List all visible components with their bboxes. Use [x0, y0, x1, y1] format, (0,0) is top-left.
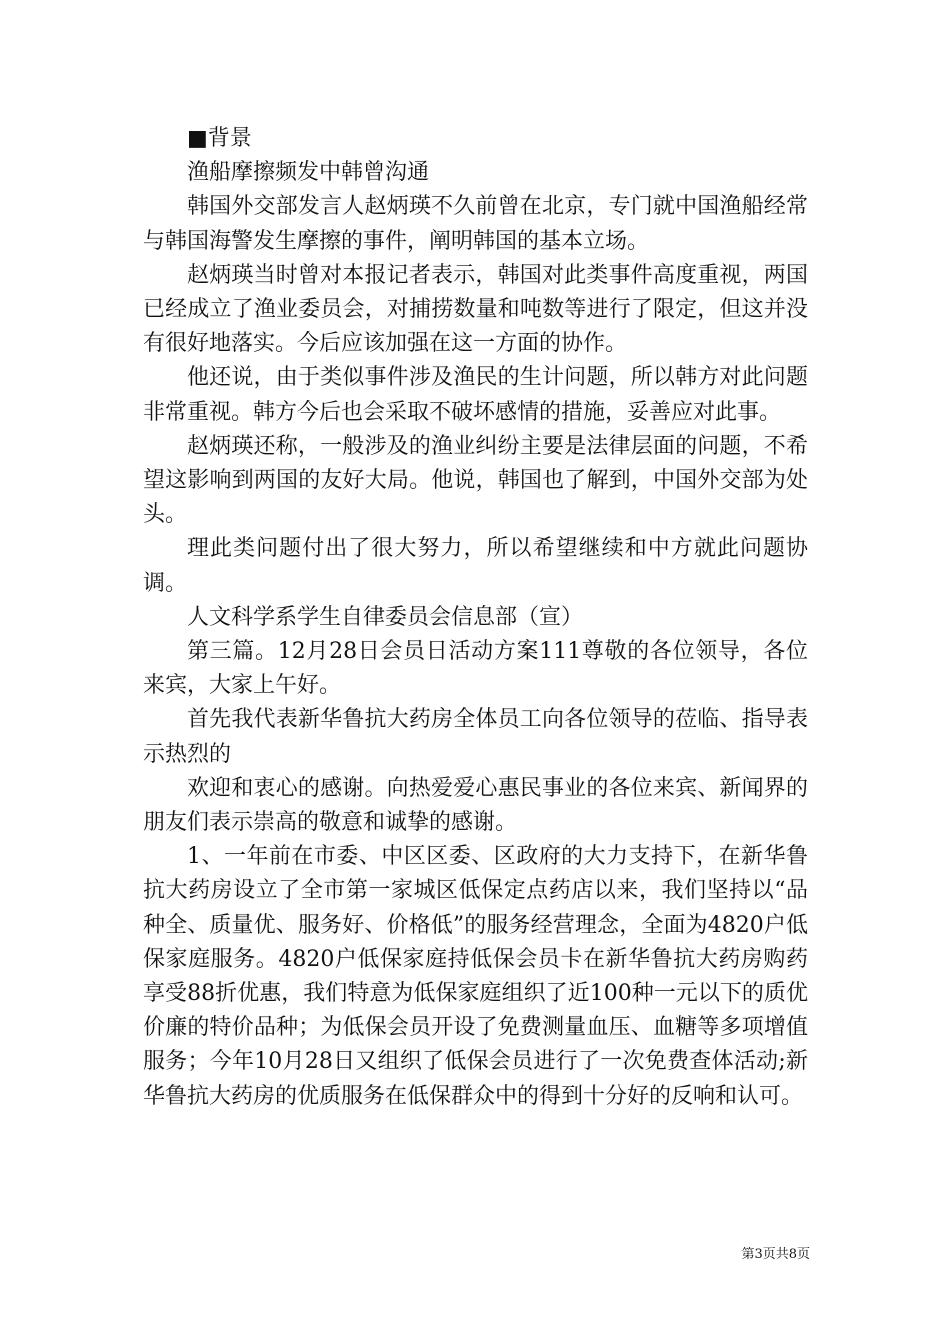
paragraph-attribution: 人文科学系学生自律委员会信息部（宣） [187, 604, 584, 630]
paragraph: 他还说，由于类似事件涉及渔民的生计问题，所以韩方对此问题非常重视。韩方今后也会采取不破坏感情的措施，妥善应对此事。 [143, 365, 808, 425]
paragraph: 理此类问题付出了很大努力，所以希望继续和中方就此问题协调。 [143, 536, 808, 596]
section-heading: ■背景 [187, 126, 252, 151]
page-number: 第3页共8页 [741, 1247, 810, 1262]
paragraph: 1、一年前在市委、中区区委、区政府的大力支持下，在新华鲁抗大药房设立了全市第一家城区低保定点药店以来，我们坚持以“品种全、质量优、服务好、价格低”的服务经营理念，全面为4820户低保家庭服务。4820户低保家庭持低保会员卡在新华鲁抗大药房购药享受88折优惠，我们特意为低保家庭组织了近100种一元以下的质优价廉的特价品种；为低保会员开设了免费测量血压、血糖等多项增值服务；今年10月28日又组织了低保会员进行了一次免费查体活动;新华鲁抗大药房的优质服务在低保群众中的得到十分好的反响和认可。 [143, 844, 808, 1109]
paragraph: 赵炳瑛当时曾对本报记者表示，韩国对此类事件高度重视，两国已经成立了渔业委员会，对捕捞数量和吨数等进行了限定，但这并没有很好地落实。今后应该加强在这一方面的协作。 [143, 262, 808, 357]
document-body [143, 122, 808, 1114]
paragraph: 赵炳瑛还称，一般涉及的渔业纠纷主要是法律层面的问题，不希望这影响到两国的友好大局。他说，韩国也了解到，中国外交部为处头。 [143, 433, 808, 528]
subheading: 渔船摩擦频发中韩曾沟通 [187, 160, 430, 186]
paragraph: 韩国外交部发言人赵炳瑛不久前曾在北京，专门就中国渔船经常与韩国海警发生摩擦的事件，阐明韩国的基本立场。 [143, 194, 808, 254]
paragraph: 欢迎和衷心的感谢。向热爱爱心惠民事业的各位来宾、新闻界的朋友们表示崇高的敬意和诚挚的感谢。 [143, 775, 808, 836]
paragraph: 首先我代表新华鲁抗大药房全体员工向各位领导的莅临、指导表示热烈的 [143, 707, 808, 767]
paragraph: 第三篇。12月28日会员日活动方案111尊敬的各位领导，各位来宾，大家上午好。 [143, 639, 808, 699]
